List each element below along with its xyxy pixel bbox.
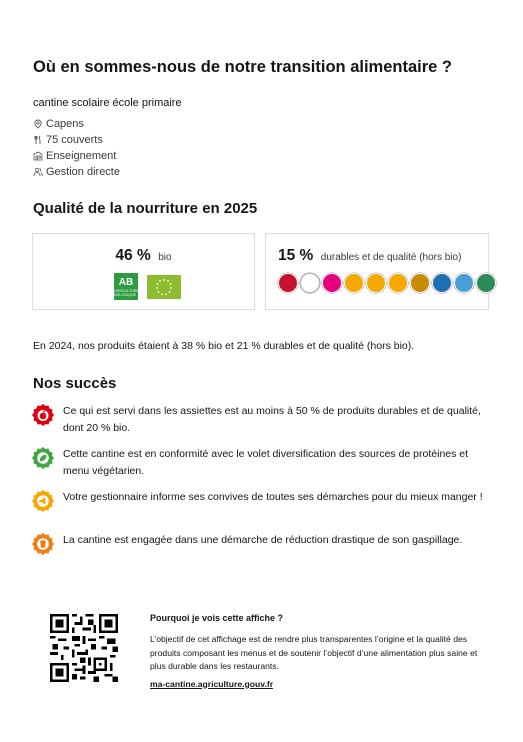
megaphone-badge-icon [31,489,55,513]
comparison-text: En 2024, nos produits étaient à 38 % bio et 21 % durables et de qualité (hors bio). [33,340,415,352]
success-item [31,403,483,437]
bio-label: bio [158,252,172,263]
bio-logos [114,273,181,300]
meta-management [33,164,120,180]
footer-info [150,613,485,692]
durable-label: durables et de qualité (hors bio) [320,252,462,263]
footer-title: Pourquoi je vois cette affiche ? [150,613,284,623]
building-icon [33,151,43,161]
success-item-text: Ce qui est servi dans les assiettes est au moins à 50 % de produits durables et de qualité, dont 20 % bio. [63,405,481,434]
eu-organic-leaf-logo [147,275,181,299]
success-item-text: La cantine est engagée dans une démarche de réduction drastique de son gaspillage. [63,534,463,546]
label-rouge-logo [278,273,298,293]
stg-logo [366,273,386,293]
success-item [31,446,483,480]
aoc-logo [300,273,320,293]
peche-durable-logo [454,273,474,293]
igp-logo [344,273,364,293]
meta-covers [33,132,120,148]
ue-igp-logo [388,273,408,293]
commerce-equitable-logo [476,273,496,293]
page-title: Où en sommes-nous de notre transition alimentaire ? [33,58,452,76]
quality-label-logos [278,273,498,293]
meta-sector-label: Enseignement [46,150,117,162]
durable-stat-line [278,247,488,265]
meta-covers-label: 75 couverts [46,134,103,146]
leaf-badge-icon [31,446,55,470]
ab-logo-text: AB [118,276,134,288]
qr-code[interactable] [50,614,118,682]
success-item [31,489,483,513]
meta-location-label: Capens [46,118,84,130]
cutlery-icon [33,135,43,145]
hve-logo [432,273,452,293]
success-section-title: Nos succès [33,375,117,392]
durable-stat-card [265,233,489,310]
footer-link[interactable]: ma-cantine.agriculture.gouv.fr [150,678,274,689]
success-item-text: Cette cantine est en conformité avec le volet diversification des sources de protéines et menu végétarien. [63,448,469,477]
success-item [31,532,483,556]
quality-section-title: Qualité de la nourriture en 2025 [33,200,258,217]
success-item-text: Votre gestionnaire informe ses convives de toutes ses démarches pour du mieux manger ! [63,491,483,503]
canteen-type: cantine scolaire école primaire [33,97,182,109]
canteen-meta-list [33,116,120,180]
bio-stat-card [32,233,255,310]
bio-percentage: 46 % [115,247,151,264]
ab-logo-subtext: AGRICULTURE BIOLOGIQUE [113,288,139,297]
durable-percentage: 15 % [278,247,314,264]
aop-logo [322,273,342,293]
people-icon [33,167,43,177]
meta-management-label: Gestion directe [46,166,120,178]
footer-body: L’objectif de cet affichage est de rendre plus transparentes l’origine et la qualité des produits composant les menus et de soutenir l’objectif d’une alimentation plus saine et plus durable dans les restaurants. [150,634,478,671]
fermier-logo [410,273,430,293]
eu-leaf-icon [149,277,179,297]
ab-bio-logo [114,273,138,300]
apple-badge-icon [31,403,55,427]
bin-badge-icon [31,532,55,556]
meta-location [33,116,120,132]
bio-stat-line [33,247,254,265]
location-pin-icon [33,119,43,129]
meta-sector [33,148,120,164]
